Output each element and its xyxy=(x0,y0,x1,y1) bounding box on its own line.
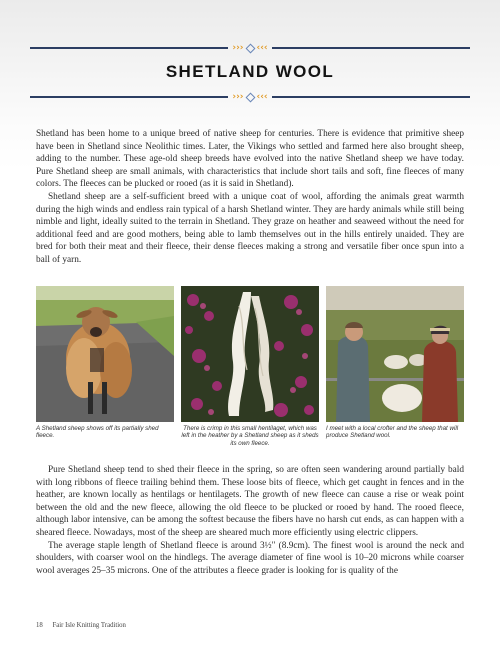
page-title: SHETLAND WOOL xyxy=(165,62,335,81)
paragraph: The average staple length of Shetland fleece is around 3½" (8.9cm). The finest wool is around the neck and shoulders, with coarser wool on the hindlegs. The average diameter of fine wool is 10–20 microns while coarser wool averages 25–35 microns. One of the attributes a fleece grader is looking for is quality of the xyxy=(36,540,464,576)
paragraph: Shetland has been home to a unique breed of native sheep for centuries. There is evidence that primitive sheep have been in Shetland since Neolithic times. Later, the Vikings who settled and farmed here also brought sheep, adding to the number. These age-old sheep breeds have evolved into the native Shetland sheep we have today. Pure Shetland sheep are small animals, with characteristics that include short tails and soft, fine fleeces of many colors. The fleeces can be plucked or rooed (as it is said in Shetland). xyxy=(36,129,464,190)
ornament xyxy=(230,92,270,102)
chevron-left-icon: ‹‹‹ xyxy=(256,92,268,102)
paragraph: Pure Shetland sheep tend to shed their fleece in the spring, so are often seen wandering around partially bald with long ribbons of fleece trailing behind them. These loose bits of fleece, which get caught in fences and in the heather, are known locally as hentilags or hentilagets. The growth of new fleece can cause a rise or weak point between the old and the new fleece, allowing the old fleece to be plucked or rooed by hand. The rooed fleece, although labor intensive, can be among the softest because the fibers have no harsh cut ends, as can happen with a sheared fleece. Nowadays, most of the sheep are sheared much more efficiently using electric clippers. xyxy=(36,465,464,538)
chevron-left-icon: ‹‹‹ xyxy=(256,43,268,53)
page-number: 18 xyxy=(36,622,43,629)
photo-caption: I meet with a local crofter and the sheep that will produce Shetland wool. xyxy=(326,425,459,440)
body-text-top xyxy=(36,128,464,267)
photo-hentilaget xyxy=(181,286,319,422)
diamond-icon xyxy=(245,92,255,102)
header-rule-top xyxy=(30,43,470,53)
chevron-right-icon: ››› xyxy=(232,43,244,53)
photo-caption: There is crimp in this small hentilaget, which was left in the heather by a Shetland sheep as it sheds its own fleece. xyxy=(181,425,319,447)
photo-sheep xyxy=(36,286,174,422)
ornament xyxy=(230,43,270,53)
body-text-bottom xyxy=(36,464,464,577)
diamond-icon xyxy=(245,43,255,53)
page-footer xyxy=(36,622,126,629)
running-title: Fair Isle Knitting Tradition xyxy=(52,622,126,629)
photo-row xyxy=(36,286,464,456)
photo-caption: A Shetland sheep shows off its partially shed fleece. xyxy=(36,425,159,440)
chevron-right-icon: ››› xyxy=(232,92,244,102)
photo-crofter xyxy=(326,286,464,422)
paragraph: Shetland sheep are a self-sufficient breed with a unique coat of wool, affording the animals great warmth during the high winds and endless rain typical of a harsh Shetland winter. They are hardy animals while still being nimble and light, ideally suited to the terrain in Shetland. They graze on heather and seaweed without the need for additional feed and are good mothers, being able to lamb themselves out in the hills entirely unaided. They are bred for both their meat and their fleece, their dense fleeces making a strong and versatile fiber once spun into a ball of yarn. xyxy=(36,191,464,265)
header-rule-bottom xyxy=(30,92,470,102)
